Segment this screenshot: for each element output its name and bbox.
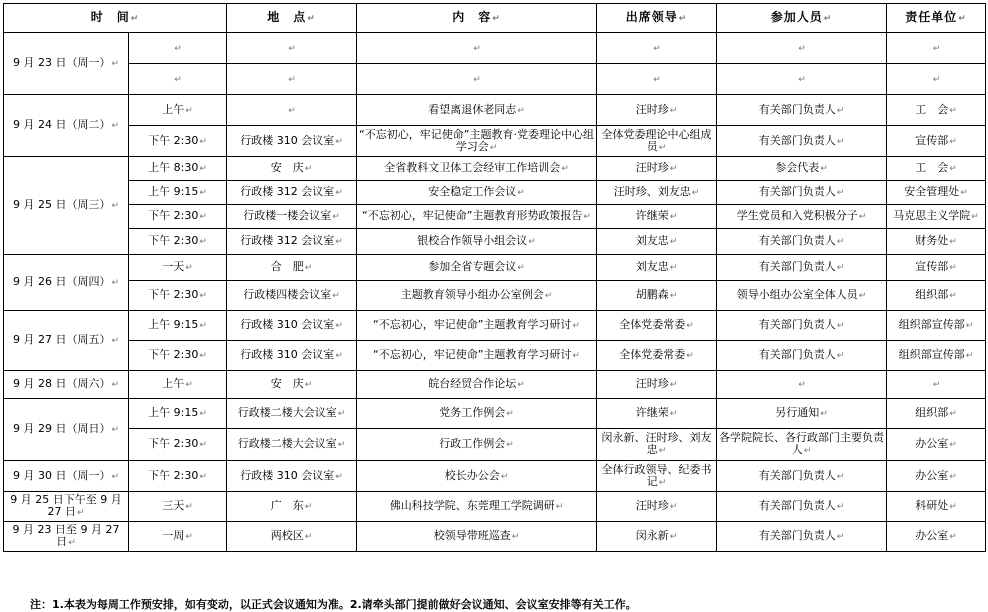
leader-cell: ↵ <box>597 64 717 95</box>
leader-cell: 刘友忠↵ <box>597 255 717 281</box>
table-row <box>4 229 986 255</box>
table-row <box>4 281 986 311</box>
time-cell: 一天↵ <box>129 255 227 281</box>
time-cell: 下午 2:30↵ <box>129 281 227 311</box>
time-cell: 下午 2:30↵ <box>129 229 227 255</box>
leader-cell: 汪时珍↵ <box>597 492 717 522</box>
unit-cell: 宣传部↵ <box>887 126 986 157</box>
header-row <box>4 4 986 33</box>
content-cell: “不忘初心，牢记使命”主题教育学习研讨↵ <box>357 311 597 341</box>
time-cell: 三天↵ <box>129 492 227 522</box>
content-cell: 全省教科文卫体工会经审工作培训会↵ <box>357 157 597 181</box>
table-row <box>4 33 986 64</box>
time-cell: 下午 2:30↵ <box>129 126 227 157</box>
table-row <box>4 522 986 552</box>
unit-cell: 工 会↵ <box>887 95 986 126</box>
schedule-body <box>4 33 986 552</box>
content-cell: 银校合作领导小组会议↵ <box>357 229 597 255</box>
date-cell: 9 月 23 日至 9 月 27 日↵ <box>4 522 129 552</box>
attendees-cell: ↵ <box>717 64 887 95</box>
date-cell: 9 月 27 日（周五）↵ <box>4 311 129 371</box>
date-cell: 9 月 30 日（周一）↵ <box>4 461 129 492</box>
table-row <box>4 311 986 341</box>
attendees-cell: 有关部门负责人↵ <box>717 492 887 522</box>
place-cell: 行政楼 310 会议室↵ <box>227 461 357 492</box>
date-cell: 9 月 29 日（周日）↵ <box>4 399 129 461</box>
footnote: 注：1.本表为每周工作预安排，如有变动，以正式会议通知为准。2.请牵头部门提前做好会议通知、会议室安排等有关工作。 <box>30 598 637 611</box>
unit-cell: ↵ <box>887 33 986 64</box>
place-cell: 广 东↵ <box>227 492 357 522</box>
header-content: 内 容↵ <box>357 4 597 33</box>
table-row <box>4 255 986 281</box>
table-row <box>4 181 986 205</box>
content-cell: 佛山科技学院、东莞理工学院调研↵ <box>357 492 597 522</box>
content-cell: ↵ <box>357 33 597 64</box>
unit-cell: 科研处↵ <box>887 492 986 522</box>
header-leader: 出席领导↵ <box>597 4 717 33</box>
unit-cell: 办公室↵ <box>887 429 986 461</box>
time-cell: 下午 2:30↵ <box>129 341 227 371</box>
header-time: 时 间↵ <box>4 4 227 33</box>
attendees-cell: 有关部门负责人↵ <box>717 522 887 552</box>
place-cell: 两校区↵ <box>227 522 357 552</box>
time-cell: 上午 9:15↵ <box>129 181 227 205</box>
attendees-cell: 有关部门负责人↵ <box>717 229 887 255</box>
place-cell: 合 肥↵ <box>227 255 357 281</box>
date-cell: 9 月 23 日（周一）↵ <box>4 33 129 95</box>
place-cell: 行政楼 310 会议室↵ <box>227 311 357 341</box>
table-row <box>4 341 986 371</box>
leader-cell: 全体党委常委↵ <box>597 341 717 371</box>
time-cell: 上午↵ <box>129 95 227 126</box>
attendees-cell: 参会代表↵ <box>717 157 887 181</box>
leader-cell: 汪时珍↵ <box>597 95 717 126</box>
date-cell: 9 月 24 日（周二）↵ <box>4 95 129 157</box>
time-cell: 上午 9:15↵ <box>129 311 227 341</box>
unit-cell: 组织部↵ <box>887 281 986 311</box>
attendees-cell: 有关部门负责人↵ <box>717 95 887 126</box>
leader-cell: 胡鹏森↵ <box>597 281 717 311</box>
time-cell: 下午 2:30↵ <box>129 461 227 492</box>
content-cell: 主题教育领导小组办公室例会↵ <box>357 281 597 311</box>
unit-cell: 财务处↵ <box>887 229 986 255</box>
leader-cell: 全体党委理论中心组成员↵ <box>597 126 717 157</box>
header-place: 地 点↵ <box>227 4 357 33</box>
leader-cell: ↵ <box>597 33 717 64</box>
place-cell: 行政楼一楼会议室↵ <box>227 205 357 229</box>
unit-cell: 安全管理处↵ <box>887 181 986 205</box>
time-cell: 上午 8:30↵ <box>129 157 227 181</box>
unit-cell: 马克思主义学院↵ <box>887 205 986 229</box>
table-row <box>4 205 986 229</box>
place-cell: 安 庆↵ <box>227 371 357 399</box>
place-cell: 行政楼 312 会议室↵ <box>227 181 357 205</box>
time-cell: ↵ <box>129 64 227 95</box>
place-cell: ↵ <box>227 64 357 95</box>
place-cell: 行政楼 310 会议室↵ <box>227 341 357 371</box>
unit-cell: 办公室↵ <box>887 522 986 552</box>
attendees-cell: ↵ <box>717 371 887 399</box>
place-cell: 行政楼 310 会议室↵ <box>227 126 357 157</box>
date-cell: 9 月 25 日下午至 9 月 27 日↵ <box>4 492 129 522</box>
attendees-cell: 各学院院长、各行政部门主要负责人↵ <box>717 429 887 461</box>
unit-cell: 工 会↵ <box>887 157 986 181</box>
unit-cell: 组织部宣传部↵ <box>887 311 986 341</box>
attendees-cell: 有关部门负责人↵ <box>717 255 887 281</box>
table-row <box>4 492 986 522</box>
time-cell: 下午 2:30↵ <box>129 205 227 229</box>
time-cell: 下午 2:30↵ <box>129 429 227 461</box>
table-row <box>4 157 986 181</box>
table-row <box>4 429 986 461</box>
time-cell: 上午 9:15↵ <box>129 399 227 429</box>
content-cell: 校长办公会↵ <box>357 461 597 492</box>
content-cell: 看望离退休老同志↵ <box>357 95 597 126</box>
content-cell: 行政工作例会↵ <box>357 429 597 461</box>
place-cell: 行政楼 312 会议室↵ <box>227 229 357 255</box>
unit-cell: 办公室↵ <box>887 461 986 492</box>
attendees-cell: 有关部门负责人↵ <box>717 461 887 492</box>
attendees-cell: 领导小组办公室全体人员↵ <box>717 281 887 311</box>
leader-cell: 许继荣↵ <box>597 205 717 229</box>
content-cell: 安全稳定工作会议↵ <box>357 181 597 205</box>
schedule-table <box>3 3 986 552</box>
leader-cell: 闵永新↵ <box>597 522 717 552</box>
leader-cell: 闵永新、汪时珍、刘友忠↵ <box>597 429 717 461</box>
table-row <box>4 399 986 429</box>
time-cell: ↵ <box>129 33 227 64</box>
attendees-cell: 有关部门负责人↵ <box>717 341 887 371</box>
content-cell: “不忘初心，牢记使命”主题教育·党委理论中心组学习会↵ <box>357 126 597 157</box>
content-cell: ↵ <box>357 64 597 95</box>
attendees-cell: 另行通知↵ <box>717 399 887 429</box>
leader-cell: 刘友忠↵ <box>597 229 717 255</box>
place-cell: 行政楼四楼会议室↵ <box>227 281 357 311</box>
place-cell: ↵ <box>227 33 357 64</box>
time-cell: 上午↵ <box>129 371 227 399</box>
unit-cell: ↵ <box>887 371 986 399</box>
content-cell: “不忘初心，牢记使命”主题教育学习研讨↵ <box>357 341 597 371</box>
header-attendees: 参加人员↵ <box>717 4 887 33</box>
table-row <box>4 95 986 126</box>
table-row <box>4 461 986 492</box>
content-cell: 皖台经贸合作论坛↵ <box>357 371 597 399</box>
attendees-cell: 有关部门负责人↵ <box>717 126 887 157</box>
place-cell: 行政楼二楼大会议室↵ <box>227 399 357 429</box>
leader-cell: 全体党委常委↵ <box>597 311 717 341</box>
table-row <box>4 371 986 399</box>
content-cell: 校领导带班巡查↵ <box>357 522 597 552</box>
leader-cell: 全体行政领导、纪委书记↵ <box>597 461 717 492</box>
unit-cell: 组织部↵ <box>887 399 986 429</box>
content-cell: “不忘初心，牢记使命”主题教育形势政策报告↵ <box>357 205 597 229</box>
place-cell: 安 庆↵ <box>227 157 357 181</box>
table-row <box>4 126 986 157</box>
place-cell: ↵ <box>227 95 357 126</box>
unit-cell: 宣传部↵ <box>887 255 986 281</box>
leader-cell: 汪时珍↵ <box>597 157 717 181</box>
date-cell: 9 月 28 日（周六）↵ <box>4 371 129 399</box>
time-cell: 一周↵ <box>129 522 227 552</box>
attendees-cell: 学生党员和入党积极分子↵ <box>717 205 887 229</box>
unit-cell: 组织部宣传部↵ <box>887 341 986 371</box>
leader-cell: 汪时珍↵ <box>597 371 717 399</box>
header-unit: 责任单位↵ <box>887 4 986 33</box>
unit-cell: ↵ <box>887 64 986 95</box>
content-cell: 党务工作例会↵ <box>357 399 597 429</box>
table-row <box>4 64 986 95</box>
date-cell: 9 月 25 日（周三）↵ <box>4 157 129 255</box>
place-cell: 行政楼二楼大会议室↵ <box>227 429 357 461</box>
leader-cell: 汪时珍、刘友忠↵ <box>597 181 717 205</box>
date-cell: 9 月 26 日（周四）↵ <box>4 255 129 311</box>
content-cell: 参加全省专题会议↵ <box>357 255 597 281</box>
attendees-cell: 有关部门负责人↵ <box>717 181 887 205</box>
attendees-cell: 有关部门负责人↵ <box>717 311 887 341</box>
leader-cell: 许继荣↵ <box>597 399 717 429</box>
attendees-cell: ↵ <box>717 33 887 64</box>
